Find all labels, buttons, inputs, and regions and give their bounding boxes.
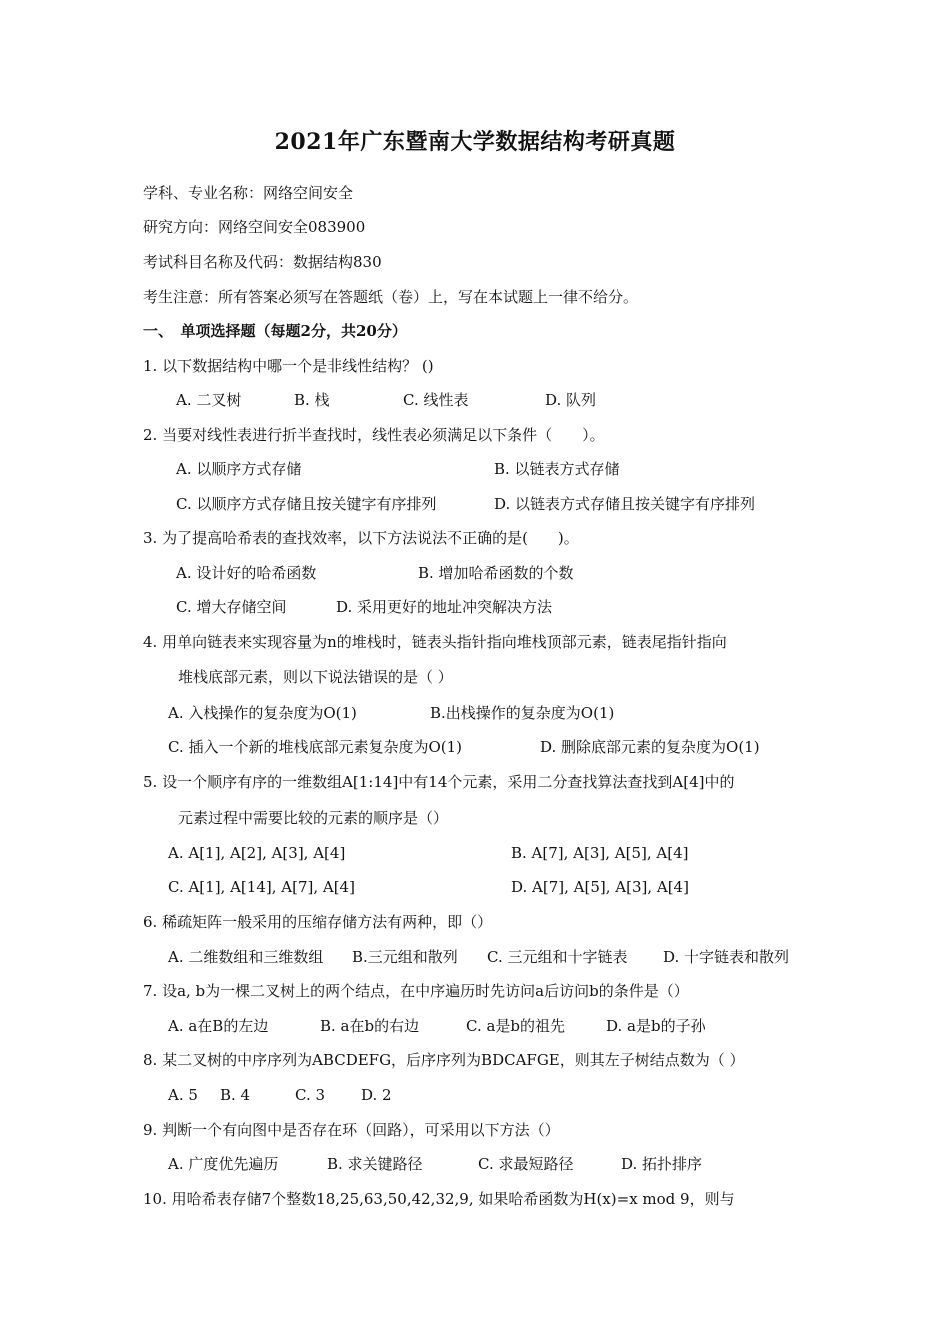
question-3-option-b: B. 增加哈希函数的个数 bbox=[418, 564, 574, 582]
question-9-stem: 9. 判断一个有向图中是否存在环（回路），可采用以下方法（） bbox=[143, 1121, 560, 1139]
page-title: 2021年广东暨南大学数据结构考研真题 bbox=[274, 129, 676, 155]
question-3-option-d: D. 采用更好的地址冲突解决方法 bbox=[336, 598, 553, 616]
question-7-option-b: B. a在b的右边 bbox=[320, 1017, 420, 1035]
question-5-option-b: B. A[7], A[3], A[5], A[4] bbox=[511, 844, 689, 862]
info-course: 考试科目名称及代码：数据结构830 bbox=[143, 253, 382, 271]
question-6-option-d: D. 十字链表和散列 bbox=[663, 948, 790, 966]
question-9-option-a: A. 广度优先遍历 bbox=[168, 1155, 279, 1173]
question-6-option-a: A. 二维数组和三维数组 bbox=[168, 948, 324, 966]
info-notice: 考生注意：所有答案必须写在答题纸（卷）上，写在本试题上一律不给分。 bbox=[143, 288, 639, 306]
info-direction: 研究方向：网络空间安全083900 bbox=[143, 218, 366, 236]
question-6-stem: 6. 稀疏矩阵一般采用的压缩存储方法有两种，即（） bbox=[143, 913, 493, 931]
question-8-option-b: B. 4 bbox=[220, 1086, 251, 1104]
question-2-stem: 2. 当要对线性表进行折半查找时，线性表必须满足以下条件（ ）。 bbox=[143, 426, 605, 444]
question-5-option-d: D. A[7], A[5], A[3], A[4] bbox=[511, 878, 689, 896]
question-9-option-d: D. 拓扑排序 bbox=[621, 1155, 703, 1173]
question-5-option-a: A. A[1], A[2], A[3], A[4] bbox=[168, 844, 346, 862]
question-4-option-d: D. 删除底部元素的复杂度为O(1) bbox=[540, 738, 760, 756]
question-8-stem: 8. 某二叉树的中序序列为ABCDEFG，后序序列为BDCAFGE，则其左子树结点数为（ ） bbox=[143, 1051, 745, 1069]
question-1-option-b: B. 栈 bbox=[294, 391, 330, 409]
info-subject: 学科、专业名称：网络空间安全 bbox=[143, 184, 354, 202]
question-2-option-d: D. 以链表方式存储且按关键字有序排列 bbox=[494, 495, 756, 513]
question-7-option-a: A. a在B的左边 bbox=[168, 1017, 269, 1035]
question-3-option-c: C. 增大存储空间 bbox=[176, 598, 287, 616]
question-8-option-d: D. 2 bbox=[361, 1086, 392, 1104]
question-7-option-d: D. a是b的子孙 bbox=[606, 1017, 706, 1035]
question-3-stem: 3. 为了提高哈希表的查找效率，以下方法说法不正确的是( )。 bbox=[143, 529, 579, 547]
question-7-stem: 7. 设a, b为一棵二叉树上的两个结点，在中序遍历时先访问a后访问b的条件是（） bbox=[143, 982, 689, 1000]
question-1-option-c: C. 线性表 bbox=[403, 391, 469, 409]
question-4-option-b: B.出栈操作的复杂度为O(1) bbox=[430, 704, 615, 722]
question-2-option-b: B. 以链表方式存储 bbox=[494, 460, 620, 478]
question-7-option-c: C. a是b的祖先 bbox=[466, 1017, 566, 1035]
question-2-option-a: A. 以顺序方式存储 bbox=[176, 460, 302, 478]
section-heading: 一、 单项选择题（每题2分，共20分） bbox=[143, 322, 407, 340]
question-6-option-b: B.三元组和散列 bbox=[352, 948, 458, 966]
question-1-option-d: D. 队列 bbox=[545, 391, 597, 409]
question-9-option-c: C. 求最短路径 bbox=[478, 1155, 574, 1173]
question-4-stem: 4. 用单向链表来实现容量为n的堆栈时，链表头指针指向堆栈顶部元素，链表尾指针指向 bbox=[143, 633, 727, 651]
question-2-option-c: C. 以顺序方式存储且按关键字有序排列 bbox=[176, 495, 437, 513]
question-5-stem: 5. 设一个顺序有序的一维数组A[1:14]中有14个元素，采用二分查找算法查找到A[4]中的 bbox=[143, 773, 735, 791]
question-9-option-b: B. 求关键路径 bbox=[327, 1155, 423, 1173]
question-3-option-a: A. 设计好的哈希函数 bbox=[176, 564, 317, 582]
question-1-stem: 1. 以下数据结构中哪一个是非线性结构？ () bbox=[143, 357, 434, 375]
question-5-stem-cont: 元素过程中需要比较的元素的顺序是（） bbox=[178, 809, 449, 827]
question-10-stem: 10. 用哈希表存储7个整数18,25,63,50,42,32,9, 如果哈希函数为H(x)=x mod 9，则与 bbox=[143, 1190, 735, 1208]
question-4-option-c: C. 插入一个新的堆栈底部元素复杂度为O(1) bbox=[168, 738, 463, 756]
question-4-stem-cont: 堆栈底部元素，则以下说法错误的是（ ） bbox=[178, 668, 453, 686]
question-8-option-a: A. 5 bbox=[168, 1086, 198, 1104]
question-5-option-c: C. A[1], A[14], A[7], A[4] bbox=[168, 878, 355, 896]
question-1-option-a: A. 二叉树 bbox=[176, 391, 242, 409]
question-6-option-c: C. 三元组和十字链表 bbox=[487, 948, 628, 966]
question-8-option-c: C. 3 bbox=[295, 1086, 326, 1104]
question-4-option-a: A. 入栈操作的复杂度为O(1) bbox=[168, 704, 357, 722]
